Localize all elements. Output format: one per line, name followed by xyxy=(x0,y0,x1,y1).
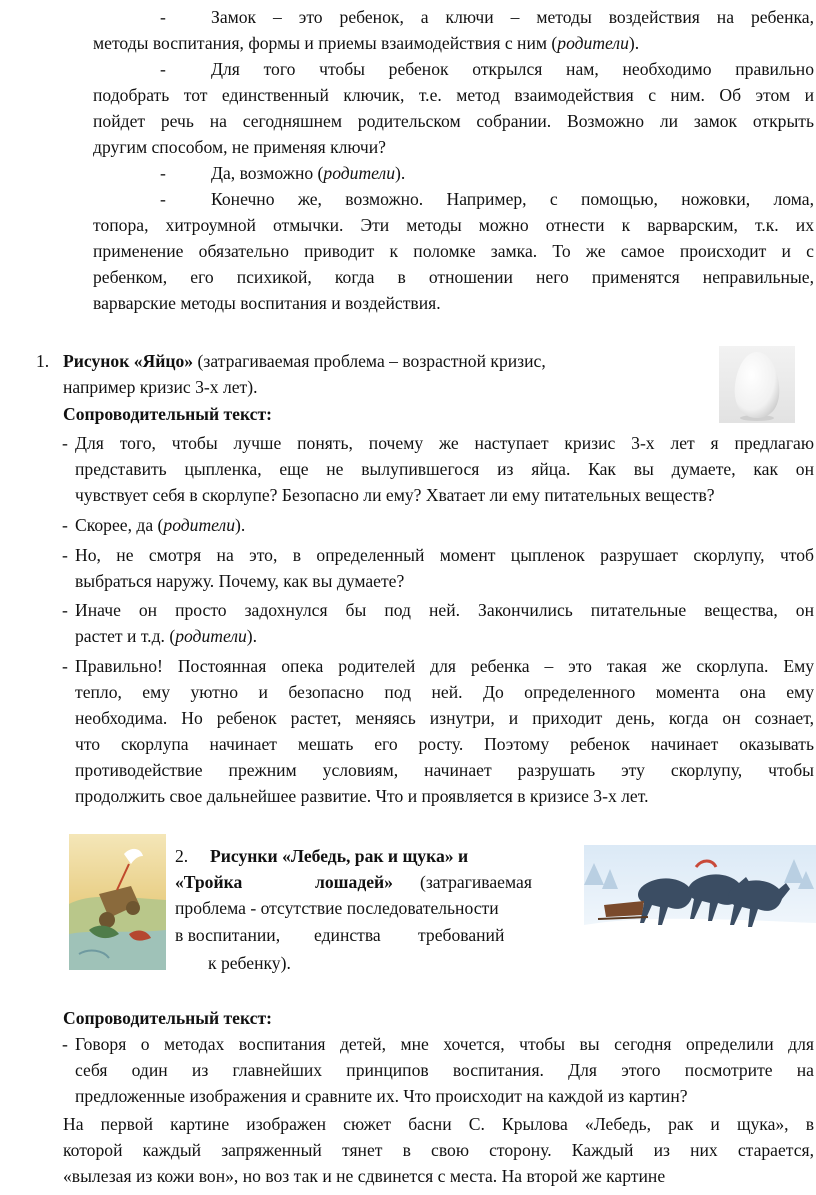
dash: - xyxy=(160,163,166,183)
text-line: в воспитании, xyxy=(175,925,281,945)
text-line: ребенком, его психикой, когда в отношении него применятся неправильные, xyxy=(93,267,814,287)
text-line: применение обязательно приводит к поломке замка. То же самое происходит и с xyxy=(93,241,814,261)
egg-picture xyxy=(719,346,795,423)
text-line: «вылезая из кожи вон», но воз так и не сдвинется с места. На второй же картине xyxy=(63,1166,666,1186)
swan-crayfish-pike-picture xyxy=(69,834,166,970)
dash: - xyxy=(62,1034,68,1054)
text-line: Для того чтобы ребенок открылся нам, необходимо правильно xyxy=(211,59,814,79)
text-line: себя один из главнейших принципов воспитания. Для этого посмотрите на xyxy=(75,1060,814,1080)
text-line: Конечно же, возможно. Например, с помощью, ножовки, лома, xyxy=(211,189,814,209)
text-line: чувствует себя в скорлупе? Безопасно ли ему? Хватает ли ему питательных веществ? xyxy=(75,485,715,505)
text-line: Замок – это ребенок, а ключи – методы воздействия на ребенка, xyxy=(211,7,814,27)
dash: - xyxy=(62,515,68,535)
text-line: пойдет речь на сегодняшнем родительском собрании. Возможно ли замок открыть xyxy=(93,111,814,131)
subheading: Сопроводительный текст: xyxy=(63,1008,272,1028)
text-line: методы воспитания, формы и приемы взаимодействия с ним (родители). xyxy=(93,33,640,53)
text-line: например кризис 3-х лет). xyxy=(63,377,258,397)
troika-horses-picture xyxy=(584,845,816,950)
text-line: к ребенку). xyxy=(208,953,291,973)
section-heading: «Тройка xyxy=(175,872,243,892)
text-line: выбраться наружу. Почему, как вы думаете? xyxy=(75,571,405,591)
text-line: (затрагиваемая xyxy=(420,872,532,892)
text-line: Да, возможно (родители). xyxy=(211,163,406,183)
text-line: предложенные изображения и сравните их. Что происходит на каждой из картин? xyxy=(75,1086,688,1106)
text-line: требований xyxy=(418,925,505,945)
text-line: что скорлупа начинает мешать его росту. Поэтому ребенок начинает оказывать xyxy=(75,734,814,754)
dash: - xyxy=(160,7,166,27)
section-heading: Рисунок «Яйцо» (затрагиваемая проблема – возрастной кризис, xyxy=(63,351,546,371)
text-line: растет и т.д. (родители). xyxy=(75,626,258,646)
text-line: представить цыпленка, еще не вылупившегося из яйца. Как вы думаете, как он xyxy=(75,459,814,479)
text-line: тепло, ему уютно и безопасно под ней. До определенного момента она ему xyxy=(75,682,814,702)
dash: - xyxy=(62,433,68,453)
dash: - xyxy=(62,545,68,565)
dash: - xyxy=(160,189,166,209)
text-line: варварские методы воспитания и воздействия. xyxy=(93,293,441,313)
text-line: единства xyxy=(314,925,381,945)
section-number: 2. xyxy=(175,846,189,866)
text-line: топора, хитроумной отмычки. Эти методы можно отнести к варварским, т.к. их xyxy=(93,215,814,235)
text-line: Скорее, да (родители). xyxy=(75,515,246,535)
section-heading: Рисунки «Лебедь, рак и щука» и xyxy=(210,846,469,866)
section-heading: лошадей» xyxy=(315,872,393,892)
dash: - xyxy=(62,600,68,620)
text-line: Иначе он просто задохнулся бы под ней. Закончились питательные вещества, он xyxy=(75,600,814,620)
text-line: На первой картине изображен сюжет басни С. Крылова «Лебедь, рак и щука», в xyxy=(63,1114,814,1134)
text-line: Говоря о методах воспитания детей, мне хочется, чтобы вы сегодня определили для xyxy=(75,1034,814,1054)
text-line: необходима. Но ребенок растет, меняясь изнутри, и приходит день, когда он сознает, xyxy=(75,708,814,728)
subheading: Сопроводительный текст: xyxy=(63,404,272,424)
text-line: Правильно! Постоянная опека родителей для ребенка – это такая же скорлупа. Ему xyxy=(75,656,814,676)
text-line: подобрать тот единственный ключик, т.е. метод взаимодействия с ним. Об этом и xyxy=(93,85,814,105)
dash: - xyxy=(62,656,68,676)
text-line: проблема - отсутствие последовательности xyxy=(175,898,499,918)
text-line: которой каждый запряженный тянет в свою сторону. Каждый из них старается, xyxy=(63,1140,814,1160)
text-line: Для того, чтобы лучше понять, почему же наступает кризис 3-х лет я предлагаю xyxy=(75,433,814,453)
section-number: 1. xyxy=(36,351,50,371)
text-line: продолжить свое дальнейшее развитие. Что и проявляется в кризисе 3-х лет. xyxy=(75,786,649,806)
text-line: противодействие прежним условиям, начинает разрушать эту скорлупу, чтобы xyxy=(75,760,814,780)
text-line: Но, не смотря на это, в определенный момент цыпленок разрушает скорлупу, чтоб xyxy=(75,545,814,565)
dash: - xyxy=(160,59,166,79)
text-line: другим способом, не применяя ключи? xyxy=(93,137,386,157)
